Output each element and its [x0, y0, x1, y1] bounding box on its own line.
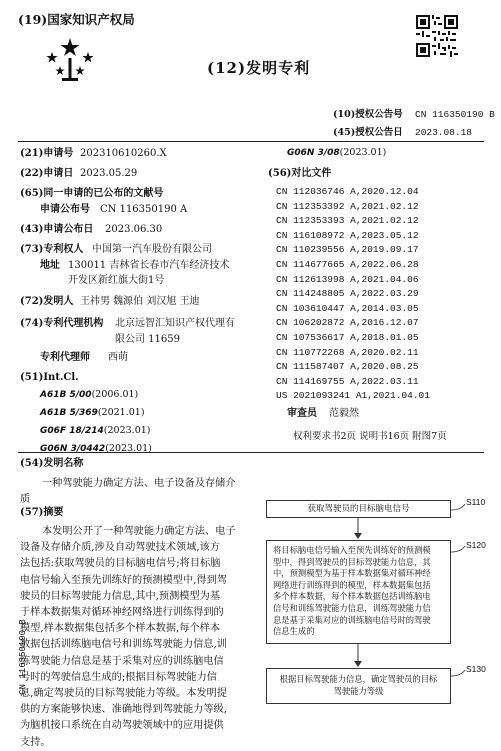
- invention-title-line-1: 一种驾驶能力确定方法、电子设备及存储介: [42, 478, 236, 489]
- citations-label: (56)对比文件: [268, 168, 332, 179]
- header-divider: [18, 141, 484, 142]
- abstract-line: 为脑机接口系统在自动驾驶领域中的应用提供: [20, 720, 224, 732]
- flow-step-s130-label: S130: [466, 664, 486, 674]
- prior-pub-label: (65)同一申请的已公布的文献号: [20, 188, 164, 199]
- intcl-label: (51)Int.Cl.: [20, 372, 79, 383]
- citation-item: CN 112036746 A,2020.12.04: [276, 186, 419, 197]
- inventors: 王祎男 魏源伯 刘汉旭 王迪: [80, 296, 200, 307]
- flow-step-s130-box: [266, 668, 451, 704]
- pub-number-label: 申请公布号: [40, 204, 90, 215]
- pub-number: CN 116350190 A: [100, 204, 188, 215]
- intcl-entry: G06N 3/0442(2023.01): [40, 443, 152, 454]
- intcl-entry: G06F 18/214(2023.01): [40, 425, 151, 436]
- address-line-2: 开发区新红旗大街1号: [68, 275, 165, 286]
- agent-label: 专利代理师: [40, 352, 90, 363]
- patentee: 中国第一汽车股份有限公司: [92, 244, 212, 255]
- title-label: (54)发明名称: [20, 458, 84, 469]
- citation-item: CN 114169755 A,2022.03.11: [276, 375, 419, 387]
- document-type: (12)发明专利: [207, 59, 311, 77]
- flow-step-s120-text: [273, 545, 444, 638]
- qr-code-icon: [416, 15, 458, 57]
- abstract-line: 于样本数据集对循环神经网络进行训练得到的: [20, 607, 224, 618]
- app-date-label: (22)申请日: [20, 168, 74, 179]
- citation-item: US 2021093241 A1,2021.04.01: [276, 390, 430, 402]
- address-line-1: 130011 吉林省长春市汽车经济技术: [68, 260, 230, 271]
- flow-text-line: 驾驶能力等级: [333, 685, 384, 696]
- flow-text-line: 网络进行训练得到的模型，样本数据集包括: [273, 579, 431, 590]
- patentee-label: (73)专利权人: [20, 244, 84, 255]
- flow-text-line: 信息生成的: [273, 626, 315, 637]
- flow-text-line: 息是基于采集对应的训练脑电信号时的驾驶: [273, 614, 431, 625]
- abstract-line: 驶员的目标驾驶能力信息,其中,预测模型为基: [20, 590, 221, 602]
- flow-arrow-2: [352, 644, 364, 668]
- flow-text-line: 信号和训练驾驶能力信息，训练驾驶能力信: [273, 602, 431, 613]
- app-number: 202310610260.X: [80, 148, 167, 159]
- agent: 西萌: [108, 352, 128, 363]
- flow-text-line: 多个样本数据，每个样本数据包括训练脑电: [273, 591, 431, 602]
- grant-number-label: (10)授权公告号: [333, 109, 403, 120]
- citation-item: CN 106202872 A,2016.12.07: [276, 317, 419, 329]
- citation-item: CN 112613998 A,2021.04.06: [276, 273, 419, 285]
- app-date: 2023.05.29: [80, 168, 138, 179]
- address-label: 地址: [40, 260, 60, 271]
- abstract-line: 数据包括训练脑电信号和训练驾驶能力信息,训: [20, 639, 227, 651]
- intcl-entry: A61B 5/369(2021.01): [40, 407, 145, 418]
- examiner-label: 审查员: [287, 408, 317, 419]
- inventors-label: (72)发明人: [20, 296, 74, 307]
- flow-step-s110-label: S110: [466, 497, 486, 507]
- app-number-label: (21)申请号: [20, 148, 74, 159]
- citation-item: CN 107536617 A,2018.01.05: [276, 332, 419, 343]
- abstract-line: 息,确定驾驶员的目标驾驶能力等级。本发明提: [20, 688, 227, 699]
- citation-item: CN 114677665 A,2022.06.28: [276, 259, 419, 270]
- citation-item: CN 110772268 A,2020.02.11: [276, 346, 419, 358]
- grant-date-label: (45)授权公告日: [333, 127, 403, 138]
- flow-text-line: 型中，得到驾驶员的目标驾驶能力信息，其: [273, 556, 431, 567]
- pub-date: 2023.06.30: [105, 224, 163, 235]
- citation-item: CN 111587407 A,2020.08.25: [276, 361, 419, 373]
- abstract-line: 本发明公开了一种驾驶能力确定方法、电子: [42, 526, 236, 537]
- citation-item: CN 103610447 A,2014.03.05: [276, 302, 419, 314]
- flow-step-s120-label: S120: [466, 540, 486, 550]
- citation-item: CN 114248805 A,2022.03.29: [276, 288, 419, 300]
- abstract-line: 电信号输入至预先训练好的预测模型中,得到驾: [20, 574, 227, 586]
- invention-title-line-2: 质: [20, 494, 31, 505]
- flow-step-s120-box: [266, 540, 451, 644]
- cnipa-emblem-icon: [40, 36, 100, 84]
- citation-item: CN 112353393 A,2021.02.12: [276, 215, 419, 227]
- abstract-line: 号时的驾驶信息生成的;根据目标驾驶能力信: [20, 671, 217, 683]
- grant-date: 2023.08.18: [415, 127, 473, 138]
- abstract-divider: [18, 452, 484, 453]
- grant-number: CN 116350190 B: [415, 109, 495, 120]
- abstract-line: 供的方案能够快速、准确地得到驾驶能力等级,: [20, 704, 227, 716]
- citation-item: CN 116108972 A,2023.05.12: [276, 229, 419, 241]
- pub-date-label: (43)申请公布日: [20, 224, 94, 235]
- abstract-line: 支持。: [20, 736, 51, 748]
- abstract-line: 法包括:获取驾驶员的目标脑电信号;将目标脑: [20, 558, 221, 570]
- office-name: (19)国家知识产权局: [18, 12, 135, 27]
- page-counts: 权利要求书2页 说明书16页 附图7页: [293, 431, 447, 442]
- flow-text-line: 将目标脑电信号输入至预先训练好的预测模: [273, 545, 431, 555]
- citation-item: CN 112353392 A,2021.02.12: [276, 200, 419, 212]
- abstract-line: 练驾驶能力信息是基于采集对应的训练脑电信: [20, 655, 224, 667]
- flow-step-s130-text: [273, 674, 444, 697]
- abstract-label: (57)摘要: [20, 507, 64, 518]
- abstract-line: 模型,样本数据集包括多个样本数据,每个样本: [20, 623, 221, 635]
- abstract-line: 设备及存储介质,涉及自动驾驶技术领域,该方: [20, 542, 221, 554]
- intcl-entry: A61B 5/00(2006.01): [40, 389, 139, 400]
- flow-arrow-1: [352, 518, 364, 540]
- intcl-entry-right: G06N 3/08(2023.01): [287, 147, 387, 158]
- agency-line-2: 限公司 11659: [115, 334, 180, 345]
- flow-step-s110-text: 获取驾驶员的目标脑电信号: [307, 504, 410, 514]
- agency-label: (74)专利代理机构: [20, 318, 104, 329]
- flow-text-line: 中，预测模型为基于样本数据集对循环神经: [273, 568, 431, 579]
- agency-line-1: 北京远智汇知识产权代理有: [115, 318, 235, 329]
- side-patent-number: CN 116350190 B: [18, 619, 28, 695]
- flow-step-s110-box: [266, 500, 451, 518]
- flow-text-line: 根据目标驾驶能力信息，确定驾驶员的目标: [279, 674, 438, 684]
- examiner: 范毅然: [329, 408, 359, 419]
- citation-item: CN 110239556 A,2019.09.17: [276, 244, 419, 256]
